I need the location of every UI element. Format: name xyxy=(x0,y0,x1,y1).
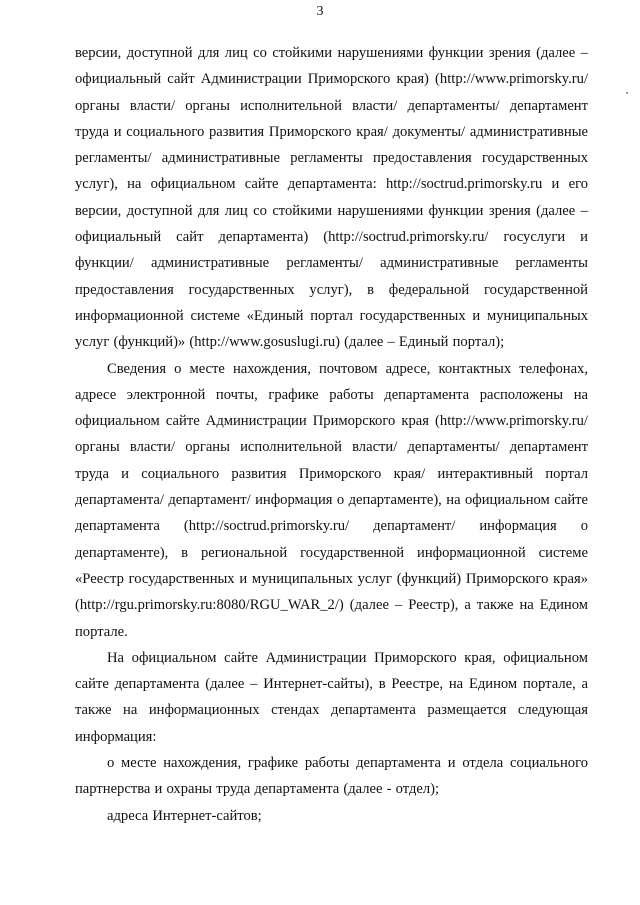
paragraph-2: Сведения о месте нахождения, почтовом адресе, контактных телефонах, адресе электронной почты, графике работы департамента расположены на официальном сайте Администрации Приморского края (http://www.primorsky.ru/ органы власти/ органы исполнительной власти/ департаменты/ департамент труда и социального развития Приморского края/ интерактивный портал департамента/ департамент/ информация о департаменте), на официальном сайте департамента (http://soctrud.primorsky.ru/ департамент/ информация о департаменте), в региональной государственной информационной системе «Реестр государственных и муниципальных услуг (функций) Приморского края» (http://rgu.primorsky.ru:8080/RGU_WAR_2/) (далее – Реестр), а также на Едином портале. xyxy=(75,360,588,640)
paragraph-3: На официальном сайте Администрации Приморского края, официальном сайте департамента (далее – Интернет-сайты), в Реестре, на Едином портале, а также на информационных стендах департамента размещается следующая информация: xyxy=(75,649,588,745)
document-body xyxy=(75,40,588,829)
page-number: 3 xyxy=(316,4,324,19)
paragraph-1: версии, доступной для лиц со стойкими нарушениями функции зрения (далее – официальный сайт Администрации Приморского края) (http://www.primorsky.ru/ органы власти/ органы исполнительной власти/ департаменты/ департамент труда и социального развития Приморского края/ документы/ административные регламенты/ административные регламенты предоставления государственных услуг), на официальном сайте департамента: http://soctrud.primorsky.ru и его версии, доступной для лиц со стойкими нарушениями функции зрения (далее – официальный сайт департамента) (http://soctrud.primorsky.ru/ госуслуги и функции/ административные регламенты/ административные регламенты предоставления государственных услуг), в федеральной государственной информационной системе «Единый портал государственных и муниципальных услуг (функций)» (http://www.gosuslugi.ru) (далее – Единый портал); xyxy=(75,45,588,351)
paragraph-5: адреса Интернет-сайтов; xyxy=(107,807,262,824)
paragraph-4: о месте нахождения, графике работы департамента и отдела социального партнерства и охраны труда департамента (далее - отдел); xyxy=(75,755,588,798)
scan-speck xyxy=(626,92,628,94)
